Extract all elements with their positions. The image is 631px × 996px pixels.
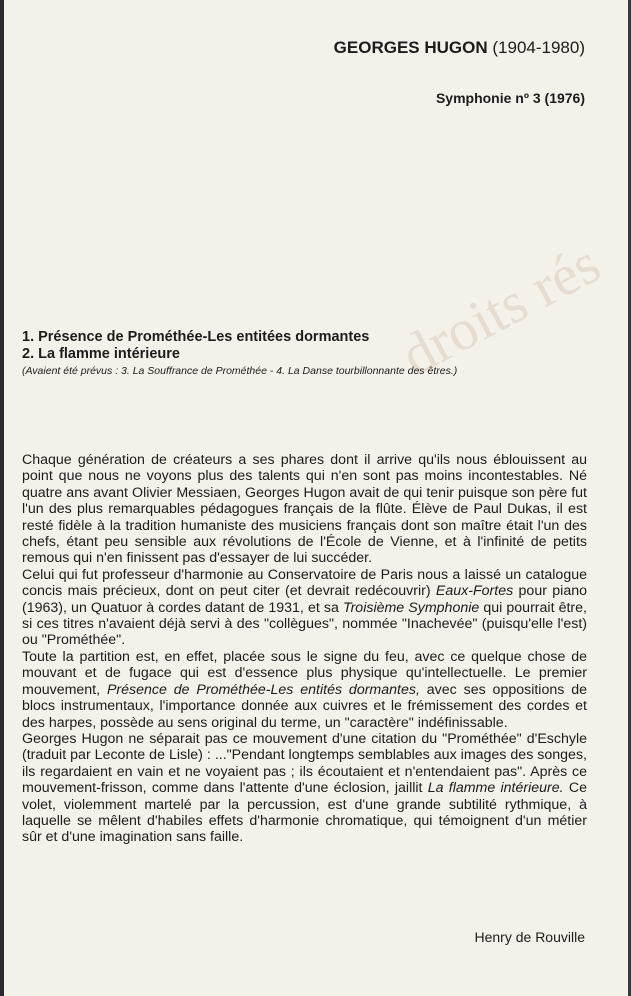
composer-dates: (1904-1980) xyxy=(492,38,585,57)
paragraph xyxy=(22,567,587,649)
movement-note: (Avaient été prévus : 3. La Souffrance de Prométhée - 4. La Danse tourbillonnante des êtres.) xyxy=(22,365,458,377)
paragraph-text: Georges Hugon ne séparait pas ce mouvement d'une citation du "Prométhée" d'Eschyle (traduit par Leconte de Lisle) : ..."Pendant longtemps semblables aux images des songes, ils regardaient en vain et ne voyaient pas ; ils écoutaient et n'entendaient pas". Après ce mouvement-frisson, comme dans l'attente d'une éclosion, jaillit xyxy=(22,730,587,797)
essay-text xyxy=(22,452,587,846)
paragraph-text: qui pourrait être, si ces titres n'avaient déjà servi à des "collègues", nommée "Inachevée" (puisqu'elle l'est) ou "Prométhée". xyxy=(22,599,587,649)
page-edge-left xyxy=(0,0,4,996)
work-reference: Troisième Symphonie xyxy=(342,599,480,616)
watermark-stamp: droits rés xyxy=(390,230,611,389)
paragraph-text: Toute la partition est, en effet, placée sous le signe du feu, avec ce quelque chose de mouvant et de fugace qui est d'essence plus physique qu'intellectuelle. Le premier mouvement, xyxy=(22,648,587,698)
paragraph-text: avec ses oppositions de blocs instrumentaux, l'importance donnée aux cuivres et le frémissement des cordes et des harpes, possède au sens original du terme, un "caractère" indéfinissable. xyxy=(22,681,587,731)
movement-item: 2. La flamme intérieure xyxy=(22,346,180,362)
paragraph xyxy=(22,731,587,846)
work-title: Symphonie nº 3 (1976) xyxy=(435,90,585,106)
composer-heading xyxy=(334,38,585,58)
work-reference: Présence de Prométhée-Les entités dormantes, xyxy=(106,681,420,698)
paragraph xyxy=(22,649,587,731)
movement-item: 1. Présence de Prométhée-Les entitées dormantes xyxy=(22,329,370,345)
paragraph-text: pour piano (1963), un Quatuor à cordes datant de 1931, et sa xyxy=(22,583,588,616)
paragraph-text: Celui qui fut professeur d'harmonie au Conservatoire de Paris nous a laissé un catalogue concis mais précieux, dont on peut citer (et devrait redécouvrir) xyxy=(22,566,587,600)
movement-list xyxy=(22,329,602,378)
paragraph: Chaque génération de créateurs a ses phares dont il arrive qu'ils nous éblouissent au point que nous ne voyons plus des talents qui n'en sont pas moins incontestables. Né quatre ans avant Olivier Messiaen, Georges Hugon avait de qui tenir puisque son père fut l'un des plus remarquables pédagogues français de la flûte. Élève de Paul Dukas, il est resté fidèle à la tradition humaniste des musiciens français dont son maître était l'un des chefs, étant peu sensible aux révolutions de l'École de Vienne, et à l'infinité de petits remous qui n'en finissent pas d'essayer de lui succéder. xyxy=(22,452,587,567)
composer-name: GEORGES HUGON xyxy=(333,38,488,57)
author-signature: Henry de Rouville xyxy=(474,929,585,945)
work-reference: La flamme intérieure. xyxy=(427,780,564,797)
paragraph-text: Ce volet, violemment martelé par la percussion, est d'une grande subtilité rythmique, à laquelle se mêlent d'habiles effets d'harmonie chromatique, qui témoignent d'un métier sûr et d'une imagination sans faille. xyxy=(22,780,587,846)
work-reference: Eaux-Fortes xyxy=(435,583,514,600)
